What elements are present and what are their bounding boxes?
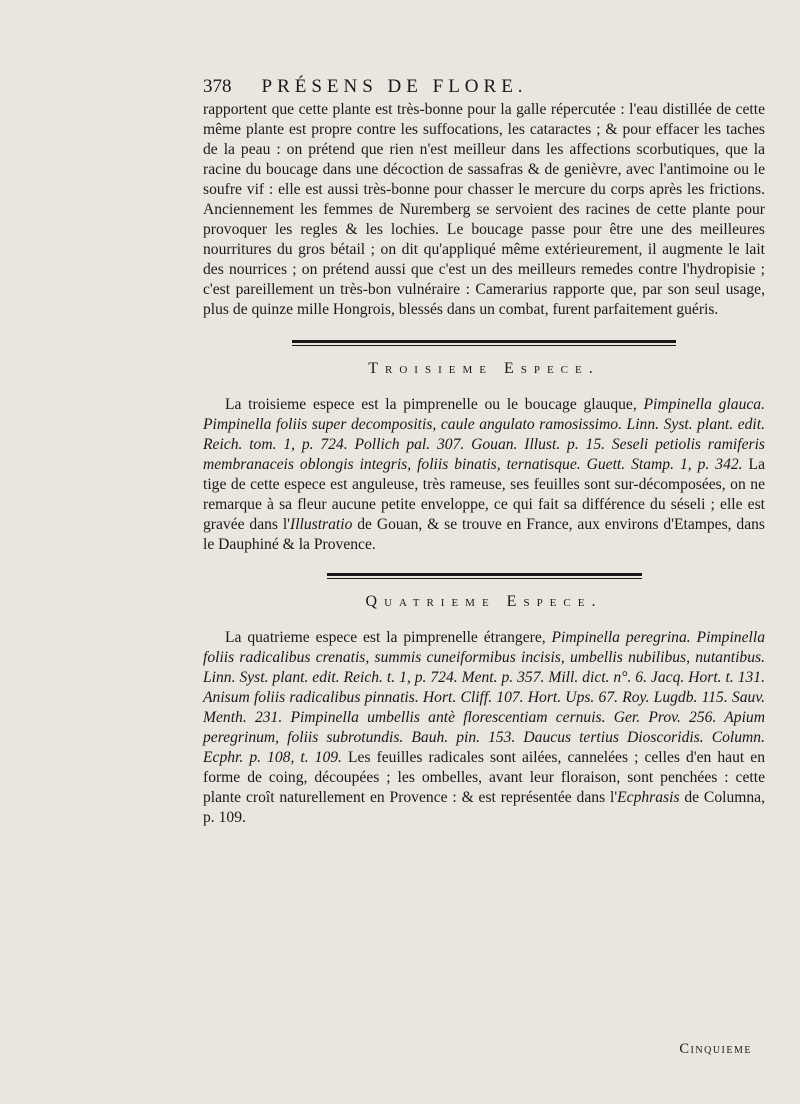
continuation-paragraph: rapportent que cette plante est très-bonne pour la galle répercutée : l'eau distillée de cette même plante est propre contre les suffocations, les cataractes ; & pour effacer les taches de la peau : on prétend que rien n'est meilleur dans les affections scorbutiques, que la racine du boucage dans une décoction de sassafras & de genièvre, avec l'antimoine ou le soufre vif : elle est aussi très-bonne pour chasser le mercure du corps après les frictions. Anciennement les femmes de Nuremberg se servoient des racines de cette plante pour provoquer les regles & les lochies. Le boucage passe pour être une des meilleures nourritures du gros bétail ; on dit qu'appliqué même extérieurement, il augmente le lait des nourrices ; on prétend aussi que c'est un des meilleurs remedes contre l'hydropisie ; c'est pareillement un très-bon vulnéraire : Camerarius rapporte que, par son seul usage, plus de quinze mille Hongrois, blessés dans un combat, furent parfaitement guéris.: [203, 101, 765, 318]
third-species-paragraph: [203, 395, 765, 555]
section-title-third: Troisieme Espece.: [368, 360, 600, 377]
third-citation-2: Illustratio: [290, 516, 353, 533]
page-number: 378: [203, 76, 232, 97]
fourth-citation: Pimpinella peregrina. Pimpinella foliis radicalibus crenatis, summis cuneiformibus incisis, umbellis nubilibus, nutantibus. Linn. Syst. plant. edit. Reich. t. 1, p. 724. Ment. p. 357. Mill. dict. n°. 6. Jacq. Hort. t. 131. Anisum foliis radicalibus pinnatis. Hort. Cliff. 107. Hort. Ups. 67. Roy. Lugdb. 115. Sauv. Menth. 231. Pimpinella umbellis antè florescentiam cernuis. Ger. Prov. 256. Apium peregrinum, foliis subrotundis. Bauh. pin. 153. Daucus tertius Dioscoridis. Column. Ecphr. p. 108, t. 109.: [203, 629, 765, 766]
running-title: PRÉSENS DE FLORE.: [261, 76, 528, 97]
fourth-species-paragraph: [203, 628, 765, 828]
third-text-2: La tige de cette espece est anguleuse, très rameuse, ses feuilles sont sur-décomposées, on ne remarque à sa fleur aucune petite enveloppe, ce qui fait sa différence du séseli ; elle est gravée dans l': [203, 456, 765, 533]
fourth-citation-2: Ecphrasis: [617, 789, 680, 806]
fourth-text-3: de Columna, p. 109.: [203, 789, 766, 826]
fourth-text-2: Les feuilles radicales sont ailées, cannelées ; celles d'en haut en forme de coing, découpées ; les ombelles, avant leur floraison, sont penchées : cette plante croît naturellement en Provence : & est représentée dans l': [203, 749, 765, 806]
third-text-3: de Gouan, & se trouve en France, aux environs d'Etampes, dans le Dauphiné & la Provence.: [203, 516, 765, 553]
catchword: Cinquieme: [679, 1041, 752, 1057]
fourth-text-1: La quatrieme espece est la pimprenelle étrangere,: [225, 629, 552, 646]
third-citation: Pimpinella glauca. Pimpinella foliis super decompositis, caule angulato ramosissimo. Linn. Syst. plant. edit. Reich. tom. 1, p. 724. Pollich pal. 307. Gouan. Illust. p. 15. Seseli petiolis ramiferis membranaceis oblongis integris, foliis binatis, ternatisque. Guett. Stamp. 1, p. 342.: [203, 396, 765, 473]
section-title-fourth: Quatrieme Espece.: [365, 593, 603, 610]
section-divider: [292, 340, 676, 343]
page-body: [203, 100, 765, 828]
page-header: [203, 76, 659, 100]
section-divider: [327, 573, 642, 576]
third-text-1: La troisieme espece est la pimprenelle ou le boucage glauque,: [225, 396, 644, 413]
